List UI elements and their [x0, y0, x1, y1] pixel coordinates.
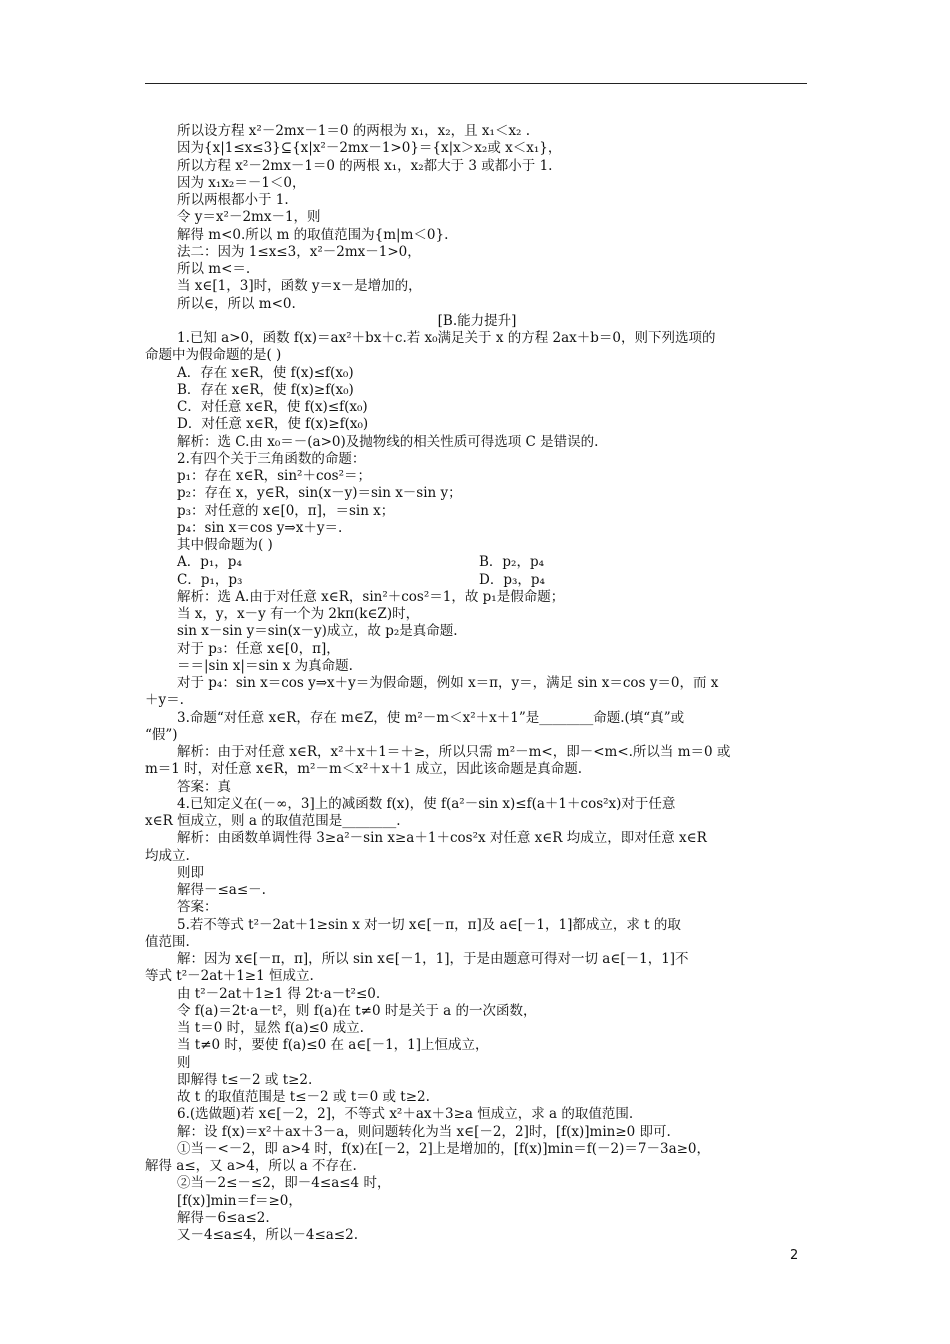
text-line: 所以两根都小于 1.	[177, 192, 289, 208]
option-d: D．对任意 x∈R，使 f(x)≥f(x₀)	[177, 416, 369, 433]
text-line: 解析：由函数单调性得 3≥a²－sin x≥a＋1＋cos²x 对任意 x∈R 均成立，即对任意 x∈R	[177, 830, 707, 847]
question-2: 2.有四个关于三角函数的命题：	[177, 450, 366, 467]
text-line: 解析：选 C.由 x₀＝－(a>0)及抛物线的相关性质可得选项 C 是错误的.	[177, 433, 599, 450]
text-line: 故 t 的取值范围是 t≤－2 或 t＝0 或 t≥2.	[177, 1089, 430, 1105]
text-line: 对于 p₄：sin x＝cos y⇒x＋y＝为假命题，例如 x＝π，y＝，满足 sin x＝cos y＝0，而 x	[177, 675, 719, 691]
question-3: 3.命题“对任意 x∈R，存在 m∈Z，使 m²－m＜x²＋x＋1”是________命题.(填“真”或	[177, 709, 685, 726]
text-line: p₁：存在 x∈R，sin²＋cos²＝；	[177, 468, 371, 484]
text-line: 命题中为假命题的是( )	[145, 347, 282, 364]
text-line: 均成立.	[145, 847, 190, 864]
question-6: 6.(选做题)若 x∈[－2，2]，不等式 x²＋ax＋3≥a 恒成立，求 a 的取值范围.	[177, 1106, 634, 1123]
option-b: B．存在 x∈R，使 f(x)≥f(x₀)	[177, 381, 354, 398]
text-line: sin x－sin y＝sin(x－y)成立，故 p₂是真命题.	[177, 623, 458, 640]
text-line: 其中假命题为( )	[177, 537, 273, 553]
text-line: 解得－6≤a≤2.	[177, 1209, 270, 1226]
question-4: 4.已知定义在(－∞，3]上的减函数 f(x)，使 f(a²－sin x)≤f(a＋1＋cos²x)对于任意	[177, 795, 676, 812]
text-line: 当 t＝0 时，显然 f(a)≤0 成立.	[177, 1020, 364, 1036]
text-line: 对于 p₃：任意 x∈[0，π]，	[177, 640, 340, 657]
text-line: p₃：对任意的 x∈[0，π]，＝sin x；	[177, 502, 395, 519]
text-line: 所以设方程 x²－2mx－1＝0 的两根为 x₁，x₂，且 x₁＜x₂ .	[177, 123, 531, 139]
text-line: 由 t²－2at＋1≥1 得 2t·a－t²≤0.	[177, 985, 381, 1002]
text-line: 解得 a≤，又 a>4，所以 a 不存在.	[145, 1158, 357, 1174]
text-line: 即解得 t≤－2 或 t≥2.	[177, 1071, 313, 1088]
text-line: 法二：因为 1≤x≤3，x²－2mx－1>0，	[177, 243, 421, 260]
text-line: 解得－≤a≤－.	[177, 882, 266, 898]
text-line: p₄：sin x＝cos y⇒x＋y＝.	[177, 519, 343, 536]
option-c: C．对任意 x∈R，使 f(x)≤f(x₀)	[177, 399, 368, 415]
text-line: 因为 x₁x₂＝－1＜0，	[177, 174, 306, 191]
option-a: A．p₁，p₄	[177, 554, 242, 571]
text-line: p₂：存在 x，y∈R，sin(x－y)＝sin x－sin y；	[177, 485, 462, 502]
options-row	[145, 554, 809, 571]
text-line: 所以∈，所以 m<0.	[177, 295, 296, 312]
text-line: 令 y＝x²－2mx－1，则	[177, 209, 321, 226]
text-line: 所以方程 x²－2mx－1＝0 的两根 x₁，x₂都大于 3 或都小于 1.	[177, 157, 553, 174]
text-line: 解：因为 x∈[－π，π]，所以 sin x∈[－1，1]，于是由题意可得对一切 a∈[－1，1]不	[177, 951, 689, 967]
text-line: “假”)	[145, 726, 178, 743]
text-line: ①当－<－2，即 a>4 时，f(x)在[－2，2]上是增加的，[f(x)]min＝f(－2)＝7－3a≥0，	[177, 1140, 711, 1157]
text-line: 解：设 f(x)＝x²＋ax＋3－a，则问题转化为当 x∈[－2，2]时，[f(x)]min≥0 即可.	[177, 1123, 671, 1140]
text-line: 所以 m<＝.	[177, 261, 251, 277]
question-1: 1.已知 a>0，函数 f(x)＝ax²＋bx＋c.若 x₀满足关于 x 的方程 2ax＋b＝0，则下列选项的	[177, 330, 716, 346]
text-line: 解析：由于对任意 x∈R，x²＋x＋1＝＋≥，所以只需 m²－m<，即－<m<.所以当 m＝0 或	[177, 744, 731, 760]
section-heading: [B.能力提升]	[437, 312, 517, 329]
text-line: ＝＝|sin x|＝sin x 为真命题.	[177, 657, 353, 674]
answer-line: 答案：	[177, 899, 218, 916]
option-a: A．存在 x∈R，使 f(x)≤f(x₀)	[177, 364, 354, 381]
text-line: 又－4≤a≤4，所以－4≤a≤2.	[177, 1227, 358, 1243]
text-line: [f(x)]min＝f＝≥0，	[177, 1192, 302, 1209]
options-row	[145, 572, 809, 589]
text-line: 当 x，y，x－y 有一个为 2kπ(k∈Z)时，	[177, 606, 420, 622]
question-5: 5.若不等式 t²－2at＋1≥sin x 对一切 x∈[－π，π]及 a∈[－1，1]都成立，求 t 的取	[177, 916, 681, 933]
text-line: 则即	[177, 864, 204, 881]
text-line: 解得 m<0.所以 m 的取值范围为{m|m＜0}.	[177, 226, 449, 243]
text-line: ＋y＝.	[145, 692, 184, 709]
text-line: 令 f(a)＝2t·a－t²，则 f(a)在 t≠0 时是关于 a 的一次函数，	[177, 1002, 537, 1019]
option-d: D．p₃，p₄	[479, 571, 545, 588]
option-b: B．p₂，p₄	[479, 554, 545, 571]
answer-line: 答案：真	[177, 778, 231, 795]
text-line: 则	[177, 1054, 191, 1071]
text-line: 解析：选 A.由于对任意 x∈R，sin²＋cos²＝1，故 p₁是假命题；	[177, 588, 565, 605]
page-number: 2	[790, 1248, 799, 1263]
page-content	[145, 123, 809, 1244]
text-line: 因为{x|1≤x≤3}⊆{x|x²－2mx－1>0}＝{x|x＞x₂或 x＜x₁}，	[177, 140, 562, 157]
text-line: 当 x∈[1，3]时，函数 y＝x－是增加的，	[177, 278, 422, 295]
text-line: m＝1 时，对任意 x∈R，m²－m＜x²＋x＋1 成立，因此该命题是真命题.	[145, 761, 583, 778]
header-rule	[145, 83, 807, 84]
text-line: 值范围.	[145, 933, 190, 950]
option-c: C．p₁，p₃	[177, 571, 243, 588]
text-line: x∈R 恒成立，则 a 的取值范围是________.	[145, 813, 401, 829]
text-line: 当 t≠0 时，要使 f(a)≤0 在 a∈[－1，1]上恒成立，	[177, 1037, 489, 1054]
text-line: 等式 t²－2at＋1≥1 恒成立.	[145, 968, 314, 985]
text-line: ②当－2≤－≤2，即－4≤a≤4 时，	[177, 1175, 391, 1192]
